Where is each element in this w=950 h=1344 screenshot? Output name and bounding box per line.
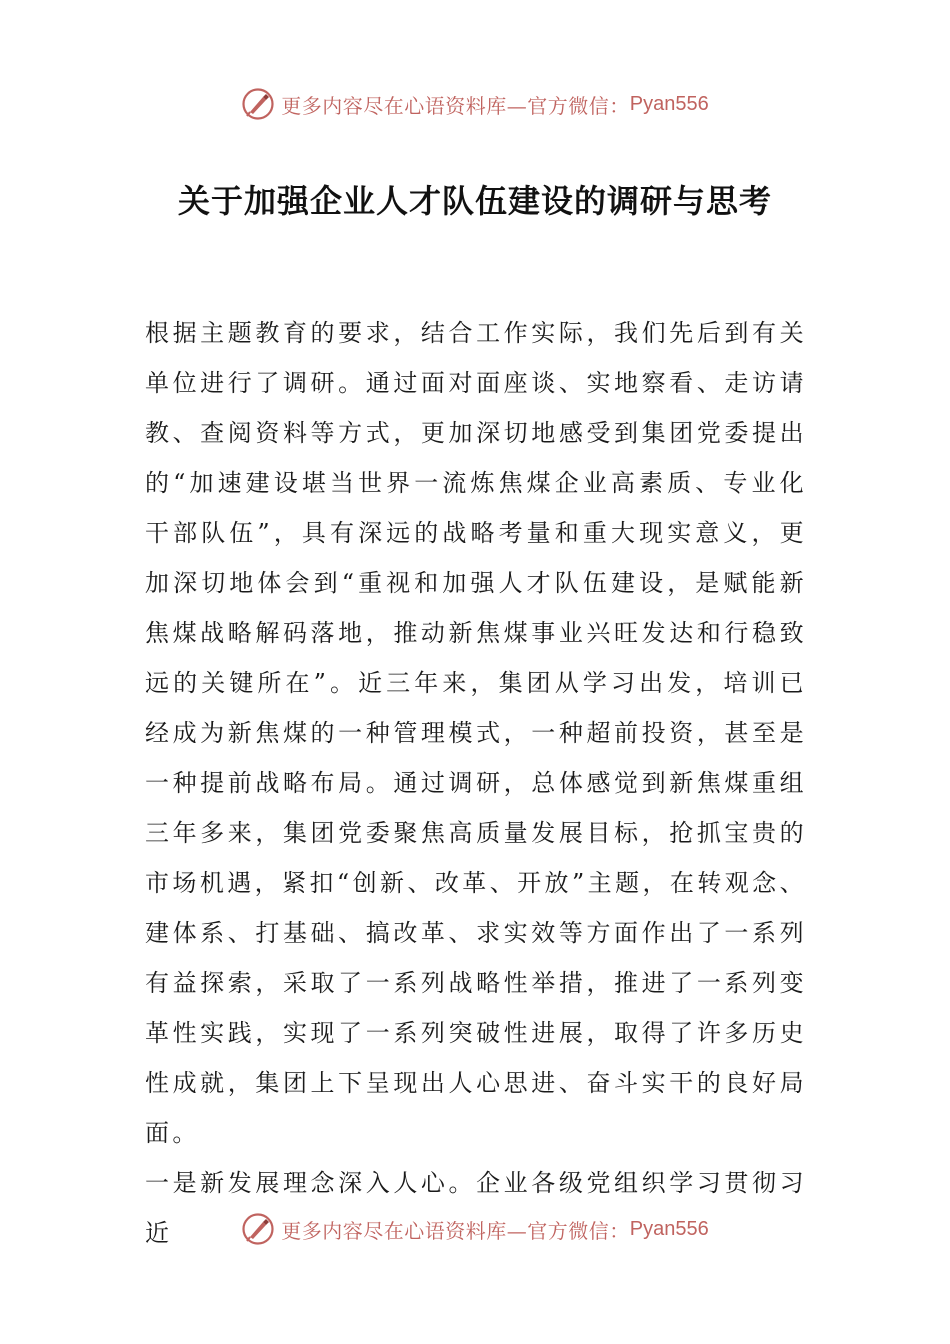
footer-banner-text: 更多内容尽在心语资料库—官方微信： xyxy=(281,1218,630,1243)
pen-nib-logo-icon xyxy=(241,1212,275,1246)
body-paragraph: 根据主题教育的要求，结合工作实际，我们先后到有关单位进行了调研。通过面对面座谈、实地察看、走访请教、查阅资料等方式，更加深切地感受到集团党委提出的“加速建设堪当世界一流炼焦煤企业高素质、专业化干部队伍”，具有深远的战略考量和重大现实意义，更加深切地体会到“重视和加强人才队伍建设，是赋能新焦煤战略解码落地，推动新焦煤事业兴旺发达和行稳致远的关键所在”。近三年来，集团从学习出发，培训已经成为新焦煤的一种管理模式，一种超前投资，甚至是一种提前战略布局。通过调研，总体感觉到新焦煤重组三年多来，集团党委聚焦高质量发展目标，抢抓宝贵的市场机遇，紧扣“创新、改革、开放”主题，在转观念、建体系、打基础、搞改革、求实效等方面作出了一系列有益探索，采取了一系列战略性举措，推进了一系列变革性实践，实现了一系列突破性进展，取得了许多历史性成就，集团上下呈现出人心思进、奋斗实干的良好局面。 xyxy=(145,319,807,1147)
body-paragraph: 一是新发展理念深入人心。企业各级党组织学习贯彻习近 xyxy=(145,1169,807,1247)
footer-watermark-banner xyxy=(0,1209,950,1249)
header-banner-id: Pyan556 xyxy=(629,92,709,115)
header-banner-text: 更多内容尽在心语资料库—官方微信： xyxy=(281,93,630,118)
header-watermark-banner xyxy=(0,84,950,124)
document-body xyxy=(145,308,807,1258)
pen-nib-logo-icon xyxy=(241,87,275,121)
footer-banner-id: Pyan556 xyxy=(629,1217,709,1240)
document-title: 关于加强企业人才队伍建设的调研与思考 xyxy=(177,182,772,220)
